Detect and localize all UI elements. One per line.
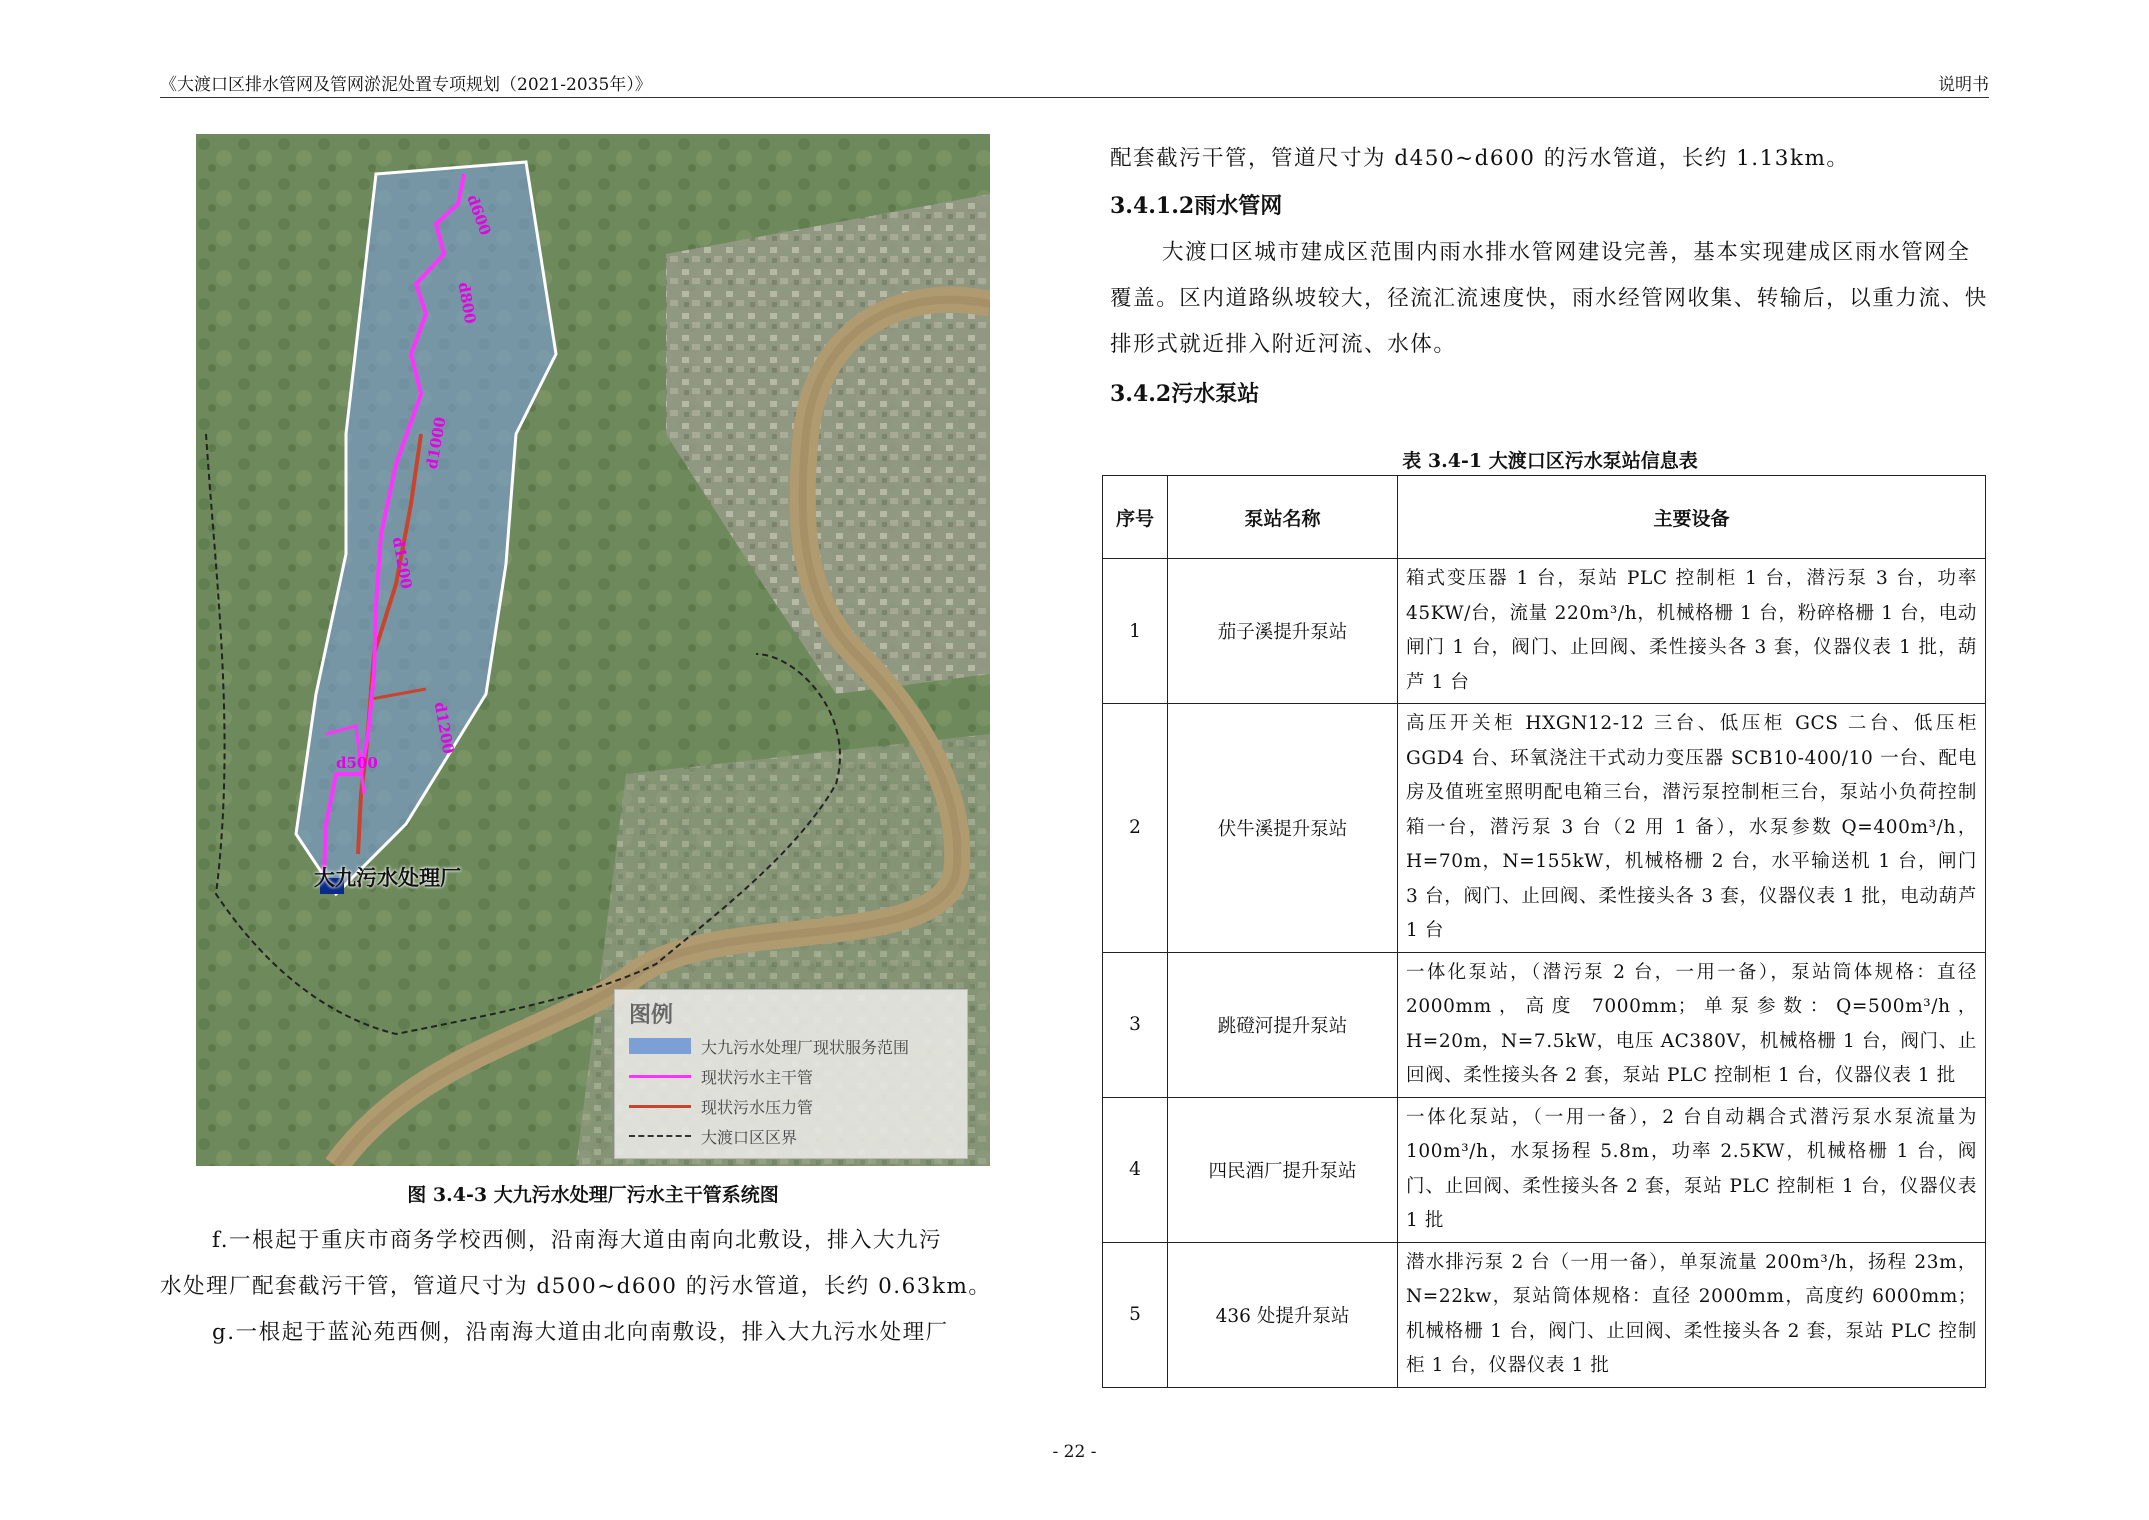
row-equipment: 一体化泵站，（潜污泵 2 台，一用一备），泵站筒体规格：直径 2000mm，高度 7000mm；单泵参数：Q=500m³/h，H=20m，N=7.5kW，电压 AC380V，机械格栅 1 台，阀门、止回阀、柔性接头各 2 套，泵站 PLC 控制柜 1 台，仪器仪表 1 批: [1398, 952, 1986, 1097]
legend-label: 现状污水主干管: [701, 1067, 814, 1087]
table-row: [1103, 1242, 1986, 1387]
header-station-name: 泵站名称: [1168, 476, 1398, 559]
legend-label: 大渡口区区界: [701, 1127, 798, 1147]
legend-item-pressure-pipe: [629, 1094, 813, 1118]
row-equipment: 高压开关柜 HXGN12-12 三台、低压柜 GCS 二台、低压柜 GGD4 台、环氧浇注干式动力变压器 SCB10-400/10 一台、配电房及值班室照明配电箱三台，潜污泵控制柜三台，泵站小负荷控制箱一台，潜污泵 3 台（2 用 1 备），水泵参数 Q=400m³/h，H=70m，N=155kW，机械格栅 2 台，水平输送机 1 台，闸门 3 台，阀门、止回阀、柔性接头各 3 套，仪器仪表 1 批，电动葫芦 1 台: [1398, 704, 1986, 953]
pipe-label-d800: d800: [454, 280, 480, 326]
table-header-row: [1103, 476, 1986, 559]
pipe-label-d600: d600: [463, 192, 495, 238]
document-type-header: 说明书: [1938, 75, 1989, 95]
header-divider: [160, 97, 1989, 98]
header-no: 序号: [1103, 476, 1168, 559]
continuation-line: 配套截污干管，管道尺寸为 d450~d600 的污水管道，长约 1.13km。: [1110, 146, 1850, 171]
row-equipment: 箱式变压器 1 台，泵站 PLC 控制柜 1 台，潜污泵 3 台，功率 45KW/台，流量 220m³/h，机械格栅 1 台，粉碎格栅 1 台，电动闸门 1 台，阀门、止回阀、柔性接头各 3 套，仪器仪表 1 批，葫芦 1 台: [1398, 559, 1986, 704]
row-station-name: 伏牛溪提升泵站: [1168, 704, 1398, 953]
legend-item-district-boundary: [629, 1124, 797, 1148]
row-no: 1: [1103, 559, 1168, 704]
pressure-pipe-swatch: [629, 1105, 691, 1108]
row-station-name: 436 处提升泵站: [1168, 1242, 1398, 1387]
figure-caption: 图 3.4-3 大九污水处理厂污水主干管系统图: [407, 1184, 779, 1206]
service-area-swatch: [629, 1038, 691, 1054]
district-boundary-swatch: [629, 1135, 691, 1137]
row-equipment: 潜水排污泵 2 台（一用一备），单泵流量 200m³/h，扬程 23m，N=22kw，泵站筒体规格：直径 2000mm，高度约 6000mm；机械格栅 1 台，阀门、止回阀、柔性接头各 2 套，泵站 PLC 控制柜 1 台，仪器仪表 1 批: [1398, 1242, 1986, 1387]
pipe-label-d1200-a: d1200: [388, 535, 416, 591]
pipe-label-d1200-b: d1200: [430, 700, 458, 756]
table-row: [1103, 952, 1986, 1097]
row-station-name: 跳磴河提升泵站: [1168, 952, 1398, 1097]
trunk-sewer-swatch: [629, 1075, 691, 1078]
pipe-label-d1000: d1000: [422, 415, 450, 471]
row-no: 5: [1103, 1242, 1168, 1387]
left-body-text: [160, 1218, 1030, 1356]
table-caption: 表 3.4-1 大渡口区污水泵站信息表: [1402, 450, 1698, 472]
legend-title: 图例: [629, 1002, 674, 1028]
row-equipment: 一体化泵站，（一用一备），2 台自动耦合式潜污泵水泵流量为 100m³/h，水泵扬程 5.8m，功率 2.5KW，机械格栅 1 台，阀门、止回阀、柔性接头各 2 套，泵站 PLC 控制柜 1 台，仪器仪表 1 批: [1398, 1097, 1986, 1242]
plant-label: 大九污水处理厂: [314, 865, 461, 890]
para-f-line-1: f.一根起于重庆市商务学校西侧，沿南海大道由南向北敷设，排入大九污: [212, 1228, 943, 1253]
row-no: 3: [1103, 952, 1168, 1097]
table-row: [1103, 559, 1986, 704]
para-g-line-1: g.一根起于蓝沁苑西侧，沿南海大道由北向南敷设，排入大九污水处理厂: [212, 1320, 949, 1345]
rainwater-paragraph: 大渡口区城市建成区范围内雨水排水管网建设完善，基本实现建成区雨水管网全覆盖。区内道路纵坡较大，径流汇流速度快，雨水经管网收集、转输后，以重力流、快排形式就近排入附近河流、水体。: [1110, 240, 1988, 357]
row-station-name: 茄子溪提升泵站: [1168, 559, 1398, 704]
heading-rainwater-network: 3.4.1.2雨水管网: [1110, 193, 1283, 219]
map-legend: [614, 989, 968, 1159]
sewer-system-map: [196, 134, 990, 1166]
right-body-text: [1110, 136, 1990, 418]
table-row: [1103, 1097, 1986, 1242]
legend-label: 现状污水压力管: [701, 1097, 814, 1117]
pump-station-table: [1102, 475, 1986, 1388]
row-no: 2: [1103, 704, 1168, 953]
row-no: 4: [1103, 1097, 1168, 1242]
row-station-name: 四民酒厂提升泵站: [1168, 1097, 1398, 1242]
heading-pump-stations: 3.4.2污水泵站: [1110, 381, 1260, 407]
para-f-line-2: 水处理厂配套截污干管，管道尺寸为 d500~d600 的污水管道，长约 0.63km。: [160, 1274, 992, 1299]
table-row: [1103, 704, 1986, 953]
header-equipment: 主要设备: [1398, 476, 1986, 559]
legend-item-trunk-sewer: [629, 1064, 813, 1088]
document-title-header: 《大渡口区排水管网及管网淤泥处置专项规划（2021-2035年）》: [160, 75, 652, 95]
legend-item-service-area: [629, 1034, 909, 1058]
legend-label: 大九污水处理厂现状服务范围: [701, 1037, 910, 1057]
pipe-label-d500: d500: [336, 754, 378, 772]
page-number: - 22 -: [1052, 1442, 1097, 1462]
